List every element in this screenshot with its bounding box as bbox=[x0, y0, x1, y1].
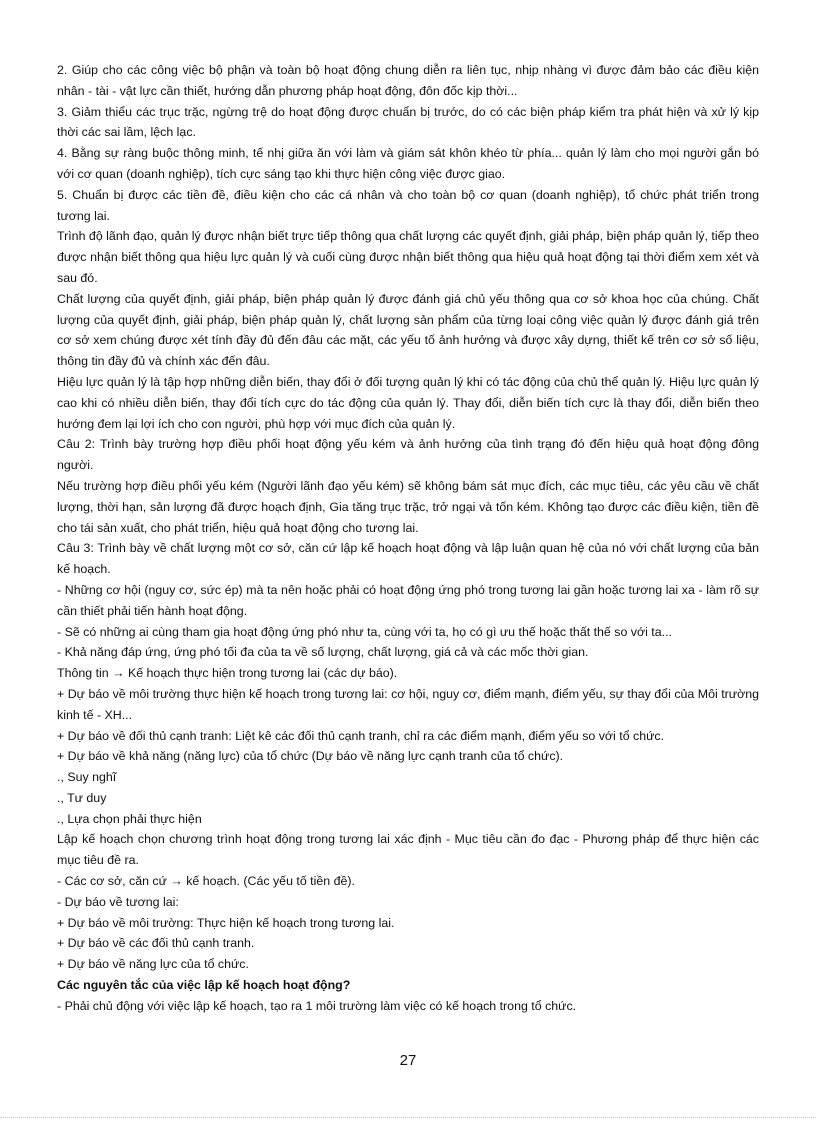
paragraph: Trình độ lãnh đạo, quản lý được nhận biết trực tiếp thông qua chất lượng các quyết định, giải pháp, biện pháp quản lý, tiếp theo được nhận biết thông qua hiệu lực quản lý và cuối cùng được nhận biết thông qua hiệu quả hoạt động tại thời điểm xem xét và sau đó. bbox=[57, 229, 759, 285]
list-item: ., Lựa chọn phải thực hiện bbox=[57, 811, 202, 826]
list-item: - Khả năng đáp ứng, ứng phó tối đa của ta về số lượng, chất lượng, giá cả và các mốc thời gian. bbox=[57, 645, 589, 660]
paragraph: Hiệu lực quản lý là tập hợp những diễn biến, thay đổi ở đối tượng quản lý khi có tác động của chủ thể quản lý. Hiệu lực quản lý cao khi có nhiều diễn biến, thay đổi tích cực do tác động của quản lý. Thay đổi, diễn biến tích cực là thay đổi, diễn biến theo hướng đem lại lợi ích cho con người, phù hợp với mục đích của quản lý. bbox=[57, 374, 759, 431]
list-item: ., Tư duy bbox=[57, 790, 107, 805]
list-item: - Những cơ hội (nguy cơ, sức ép) mà ta nên hoặc phải có hoạt động ứng phó trong tương lai gần hoặc tương lai xa - làm rõ sự cần thiết phải tiến hành hoạt động. bbox=[57, 582, 759, 618]
list-item: - Phải chủ động với việc lập kế hoạch, tạo ra 1 môi trường làm việc có kế hoạch trong tổ chức. bbox=[57, 998, 577, 1013]
page-bottom-divider bbox=[0, 1117, 816, 1118]
paragraph: 4. Bằng sự ràng buộc thông minh, tế nhị giữa ăn với làm và giám sát khôn khéo từ phía... quản lý làm cho mọi người gắn bó với cơ quan (doanh nghiệp), tích cực sáng tạo khi thực hiện công việc được giao. bbox=[57, 146, 759, 181]
list-item: ., Suy nghĩ bbox=[57, 770, 117, 785]
question-paragraph: Câu 3: Trình bày về chất lượng một cơ sở, căn cứ lập kế hoạch hoạt động và lập luận quan hệ của nó với chất lượng của bản kế hoạch. bbox=[57, 541, 759, 577]
document-body bbox=[57, 60, 759, 1017]
list-item: + Dự báo về các đối thủ cạnh tranh. bbox=[57, 936, 255, 951]
list-item: + Dự báo về năng lực của tổ chức. bbox=[57, 957, 249, 972]
paragraph: Lập kế hoạch chọn chương trình hoạt động trong tương lai xác định - Mục tiêu cần đo đạc - Phương pháp để thực hiện các mục tiêu đề ra. bbox=[57, 832, 759, 868]
list-item: + Dự báo về môi trường thực hiện kế hoạch trong tương lai: cơ hội, nguy cơ, điểm mạnh, điểm yếu, sự thay đổi của Môi trường kinh tế - XH... bbox=[57, 686, 759, 722]
list-item: + Dự báo về khả năng (năng lực) của tổ chức (Dự báo về năng lực cạnh tranh của tổ chức). bbox=[57, 749, 564, 764]
paragraph: 3. Giảm thiểu các trục trặc, ngừng trệ do hoạt động được chuẩn bị trước, do có các biện pháp kiểm tra phát hiện và xử lý kịp thời các sai lầm, lệch lạc. bbox=[57, 104, 759, 140]
list-item: + Dự báo về đối thủ cạnh tranh: Liệt kê các đối thủ cạnh tranh, chỉ ra các điểm mạnh, điểm yếu so với tổ chức. bbox=[57, 728, 665, 743]
list-item: - Dự báo về tương lai: bbox=[57, 894, 179, 909]
list-item: - Các cơ sở, căn cứ → kế hoạch. (Các yếu tố tiền đề). bbox=[57, 874, 355, 889]
paragraph: Thông tin → Kế hoạch thực hiện trong tương lai (các dự báo). bbox=[57, 666, 398, 681]
paragraph: Chất lượng của quyết định, giải pháp, biện pháp quản lý được đánh giá chủ yếu thông qua cơ sở khoa học của chúng. Chất lượng của quyết định, giải pháp, biện pháp quản lý, chất lượng sản phẩm của từng loại công việc quản lý được đánh giá trên cơ sở xem chúng được xét tính đầy đủ đến đâu các mặt, các yếu tố ảnh hưởng và được xây dựng, thiết kế trên cơ sở số liệu, thông tin đầy đủ và chính xác đến đâu. bbox=[57, 291, 759, 369]
paragraph: Nếu trường hợp điều phối yếu kém (Người lãnh đạo yếu kém) sẽ không bám sát mục đích, các mục tiêu, các yêu cầu về chất lượng, thời hạn, sản lượng đã được hoạch định, Gia tăng trục trặc, trở ngại và tốn kém. Không tạo được các điều kiện, tiền đề cho tái sản xuất, cho phát triển, hiệu quả hoạt động cho tương lai. bbox=[57, 478, 759, 535]
paragraph: 2. Giúp cho các công việc bộ phận và toàn bộ hoạt động chung diễn ra liên tục, nhịp nhàng vì được đảm bảo các điều kiện nhân - tài - vật lực cần thiết, hướng dẫn phương pháp hoạt động, đôn đốc kịp thời... bbox=[57, 63, 759, 98]
section-heading: Các nguyên tắc của việc lập kế hoạch hoạt động? bbox=[57, 978, 351, 993]
list-item: + Dự báo về môi trường: Thực hiện kế hoạch trong tương lai. bbox=[57, 915, 395, 930]
list-item: - Sẽ có những ai cùng tham gia hoạt động ứng phó như ta, cùng với ta, họ có gì ưu thế hoặc thất thế so với ta... bbox=[57, 624, 672, 639]
question-paragraph: Câu 2: Trình bày trường hợp điều phối hoạt động yếu kém và ảnh hưởng của tình trạng đó đến hiệu quả hoạt động đông người. bbox=[57, 437, 759, 473]
paragraph: 5. Chuẩn bị được các tiền đề, điều kiện cho các cá nhân và cho toàn bộ cơ quan (doanh nghiệp), tổ chức phát triển trong tương lai. bbox=[57, 187, 759, 223]
page-number: 27 bbox=[399, 1052, 417, 1069]
